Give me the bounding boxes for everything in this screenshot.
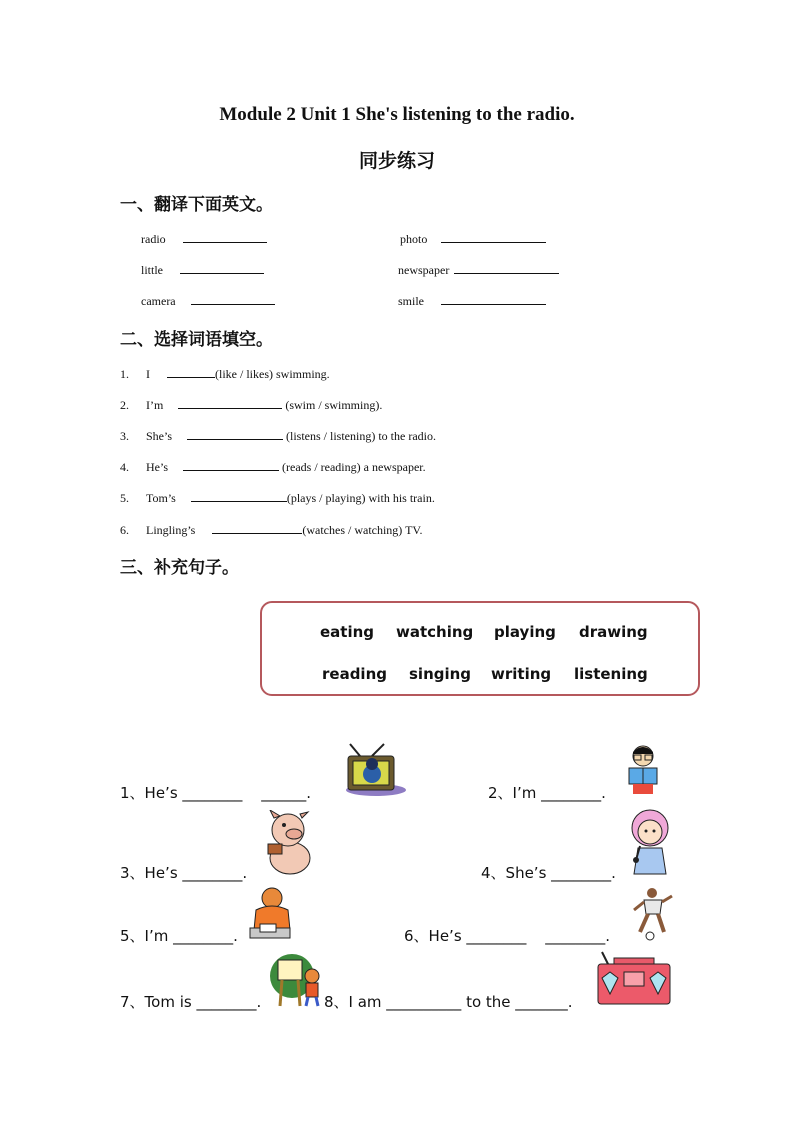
sentence-item: 4、She’s ________. [481,864,616,882]
child-writing-icon [246,886,296,940]
question-hint: (plays / playing) with his train. [286,491,435,505]
sentence-item [404,925,610,946]
sentence-text: ________. [545,927,610,945]
sentence-text: ______. [261,784,311,802]
question-item [120,396,382,413]
word-label: radio [141,232,166,246]
answer-line[interactable] [191,489,287,502]
word-label: camera [141,294,176,308]
tv-watching-icon [338,742,406,798]
answer-line[interactable] [178,396,282,409]
answer-line[interactable] [167,365,215,378]
question-hint: (swim / swimming). [285,398,383,412]
question-number: 6. [120,523,129,537]
question-hint: (watches / watching) TV. [302,523,423,537]
question-subject: She’s [146,429,173,443]
answer-line[interactable] [183,230,267,243]
word-item [141,261,264,278]
word-item [398,261,559,278]
boy-reading-icon [625,744,661,796]
sentence-text: 1、He’s ________ [120,784,243,802]
sentence-item: 3、He’s ________. [120,864,248,882]
word-bank-item: playing [494,623,556,641]
page-subtitle: 同步练习 [358,150,435,172]
pig-eating-icon [262,810,316,878]
answer-line[interactable] [180,261,264,274]
section2-heading: 二、选择词语填空。 [120,330,273,350]
question-subject: Lingling’s [146,523,196,537]
section1-heading: 一、翻译下面英文。 [120,195,273,215]
question-hint: (listens / listening) to the radio. [286,429,436,443]
question-subject: I’m [146,398,164,412]
radio-icon [596,950,672,1006]
question-hint: (reads / reading) a newspaper. [282,460,426,474]
player-football-icon [630,886,676,942]
answer-line[interactable] [441,230,546,243]
word-bank-item: watching [396,623,474,641]
question-number: 2. [120,398,129,412]
question-number: 5. [120,491,129,505]
word-label: newspaper [398,263,450,277]
question-item [120,458,426,475]
sentence-item [120,782,311,803]
question-subject: Tom’s [146,491,176,505]
question-item [120,427,436,444]
sentence-item: 2、I’m ________. [488,784,606,802]
section3-heading: 三、补充句子。 [120,558,239,578]
girl-singing-icon [626,808,672,876]
question-hint: (like / likes) swimming. [215,367,330,381]
word-bank-item: writing [491,665,552,683]
answer-line[interactable] [212,521,302,534]
word-item [398,292,546,309]
question-item [120,521,423,538]
sentence-item: 5、I’m ________. [120,927,238,945]
question-item [120,489,435,506]
sentence-text: 6、He’s ________ [404,927,527,945]
word-item [400,230,546,247]
word-item [141,292,275,309]
word-label: photo [400,232,428,246]
answer-line[interactable] [441,292,546,305]
question-subject: He’s [146,460,168,474]
question-number: 4. [120,460,129,474]
word-bank-item: singing [409,665,472,683]
answer-line[interactable] [191,292,275,305]
question-item [120,365,330,382]
word-bank-item: eating [320,623,375,641]
page-title: Module 2 Unit 1 She's listening to the radio. [219,104,575,125]
word-bank-item: reading [322,665,387,683]
question-subject: I [146,367,150,381]
answer-line[interactable] [187,427,283,440]
sentence-item: 8、I am __________ to the _______. [324,993,573,1011]
question-number: 1. [120,367,129,381]
answer-line[interactable] [183,458,279,471]
word-bank-item: listening [574,665,648,683]
question-number: 3. [120,429,129,443]
word-label: smile [398,294,424,308]
answer-line[interactable] [454,261,559,274]
sentence-item: 7、Tom is ________. [120,993,262,1011]
word-item [141,230,267,247]
word-label: little [141,263,163,277]
child-drawing-icon [270,952,326,1008]
word-bank-item: drawing [579,623,648,641]
